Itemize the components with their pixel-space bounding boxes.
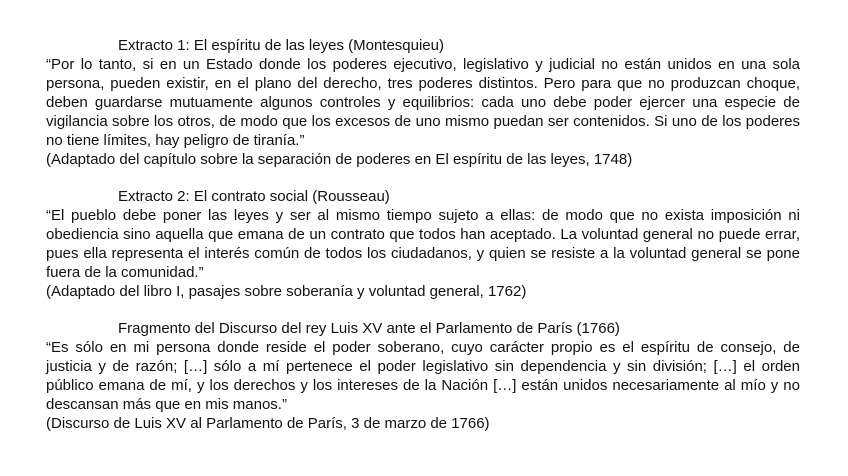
extract-title: Extracto 2: El contrato social (Rousseau) [118, 188, 390, 205]
extract-source: (Adaptado del libro I, pasajes sobre soberanía y voluntad general, 1762) [46, 283, 527, 300]
extract-quote: “Es sólo en mi persona donde reside el poder soberano, cuyo carácter propio es el espíritu de consejo, de justicia y de razón; […] sólo a mí pertenece el poder legislativo sin dependencia y sin división; […] el orden público emana de mí, y los derechos y los intereses de la Nación […] están unidos necesariamente al mío y no descansan más que en mis manos.” [46, 339, 800, 413]
extract-rousseau [46, 187, 800, 301]
extract-montesquieu [46, 36, 800, 169]
extract-quote: “El pueblo debe poner las leyes y ser al mismo tiempo sujeto a ellas: de modo que no exista imposición ni obediencia sino aquella que emana de un contrato que todos han aceptado. La voluntad general no puede errar, pues ella representa el interés común de todos los ciudadanos, y quien se resiste a la voluntad general se pone fuera de la comunidad.” [46, 207, 800, 281]
extract-quote: “Por lo tanto, si en un Estado donde los poderes ejecutivo, legislativo y judicial no están unidos en una sola persona, pueden existir, en el plano del derecho, tres poderes distintos. Pero para que no produzcan choque, deben guardarse mutuamente algunos controles y equilibrios: cada uno debe poder ejercer una especie de vigilancia sobre los otros, de modo que los excesos de uno mismo puedan ser contenidos. Si uno de los poderes no tiene límites, hay peligro de tiranía.” [46, 56, 800, 149]
extract-title: Extracto 1: El espíritu de las leyes (Montesquieu) [118, 37, 444, 54]
extract-source: (Adaptado del capítulo sobre la separación de poderes en El espíritu de las leyes, 1748) [46, 151, 633, 168]
extract-source: (Discurso de Luis XV al Parlamento de París, 3 de marzo de 1766) [46, 415, 490, 432]
extract-title: Fragmento del Discurso del rey Luis XV ante el Parlamento de París (1766) [118, 320, 620, 337]
extract-luis-xv [46, 319, 800, 433]
